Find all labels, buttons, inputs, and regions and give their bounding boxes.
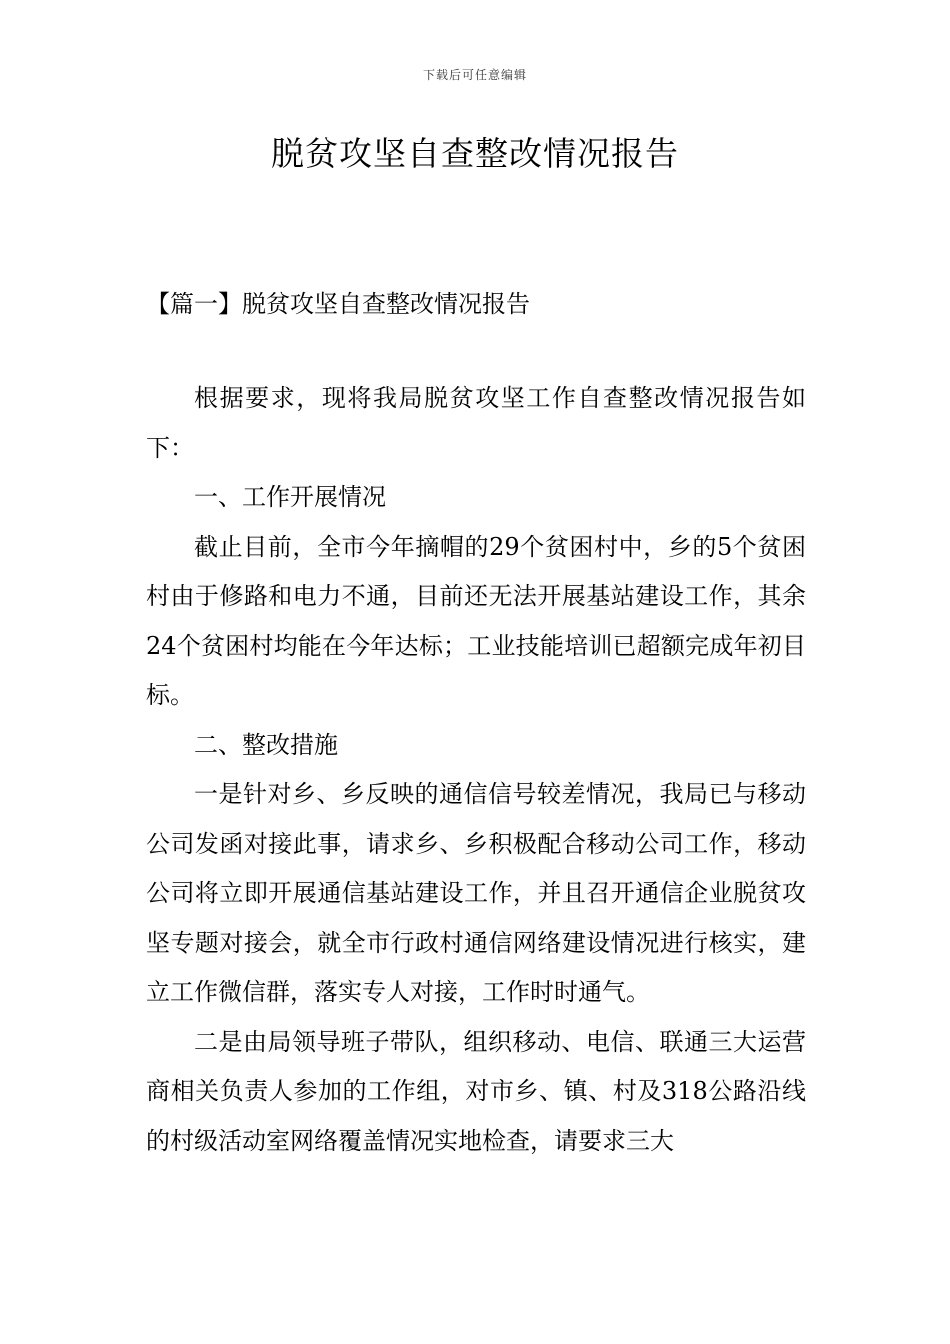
paragraph-heading-work-status: 一、工作开展情况 [194, 483, 386, 511]
document-title: 脱贫攻坚自查整改情况报告 [271, 134, 679, 173]
paragraph-measure-one: 一是针对乡、乡反映的通信信号较差情况，我局已与移动公司发函对接此事，请求乡、乡积极配合移动公司工作，移动公司将立即开展通信基站建设工作，并且召开通信企业脱贫攻坚专题对接会，就全市行政村通信网络建设情况进行核实，建立工作微信群，落实专人对接，工作时时通气。 [146, 780, 806, 1006]
section-heading: 【篇一】脱贫攻坚自查整改情况报告 [146, 290, 530, 318]
paragraph-measure-two: 二是由局领导班子带队，组织移动、电信、联通三大运营商相关负责人参加的工作组，对市乡、镇、村及318公路沿线的村级活动室网络覆盖情况实地检查，请要求三大 [146, 1027, 806, 1155]
paragraph-heading-measures: 二、整改措施 [194, 730, 338, 759]
paragraph-intro: 根据要求，现将我局脱贫攻坚工作自查整改情况报告如下： [146, 384, 806, 462]
header-note: 下载后可任意编辑 [422, 68, 527, 82]
paragraph-work-status: 截止目前，全市今年摘帽的29个贫困村中，乡的5个贫困村由于修路和电力不通，目前还无法开展基站建设工作，其余24个贫困村均能在今年达标；工业技能培训已超额完成年初目标。 [146, 532, 806, 709]
document-body [146, 374, 806, 1166]
